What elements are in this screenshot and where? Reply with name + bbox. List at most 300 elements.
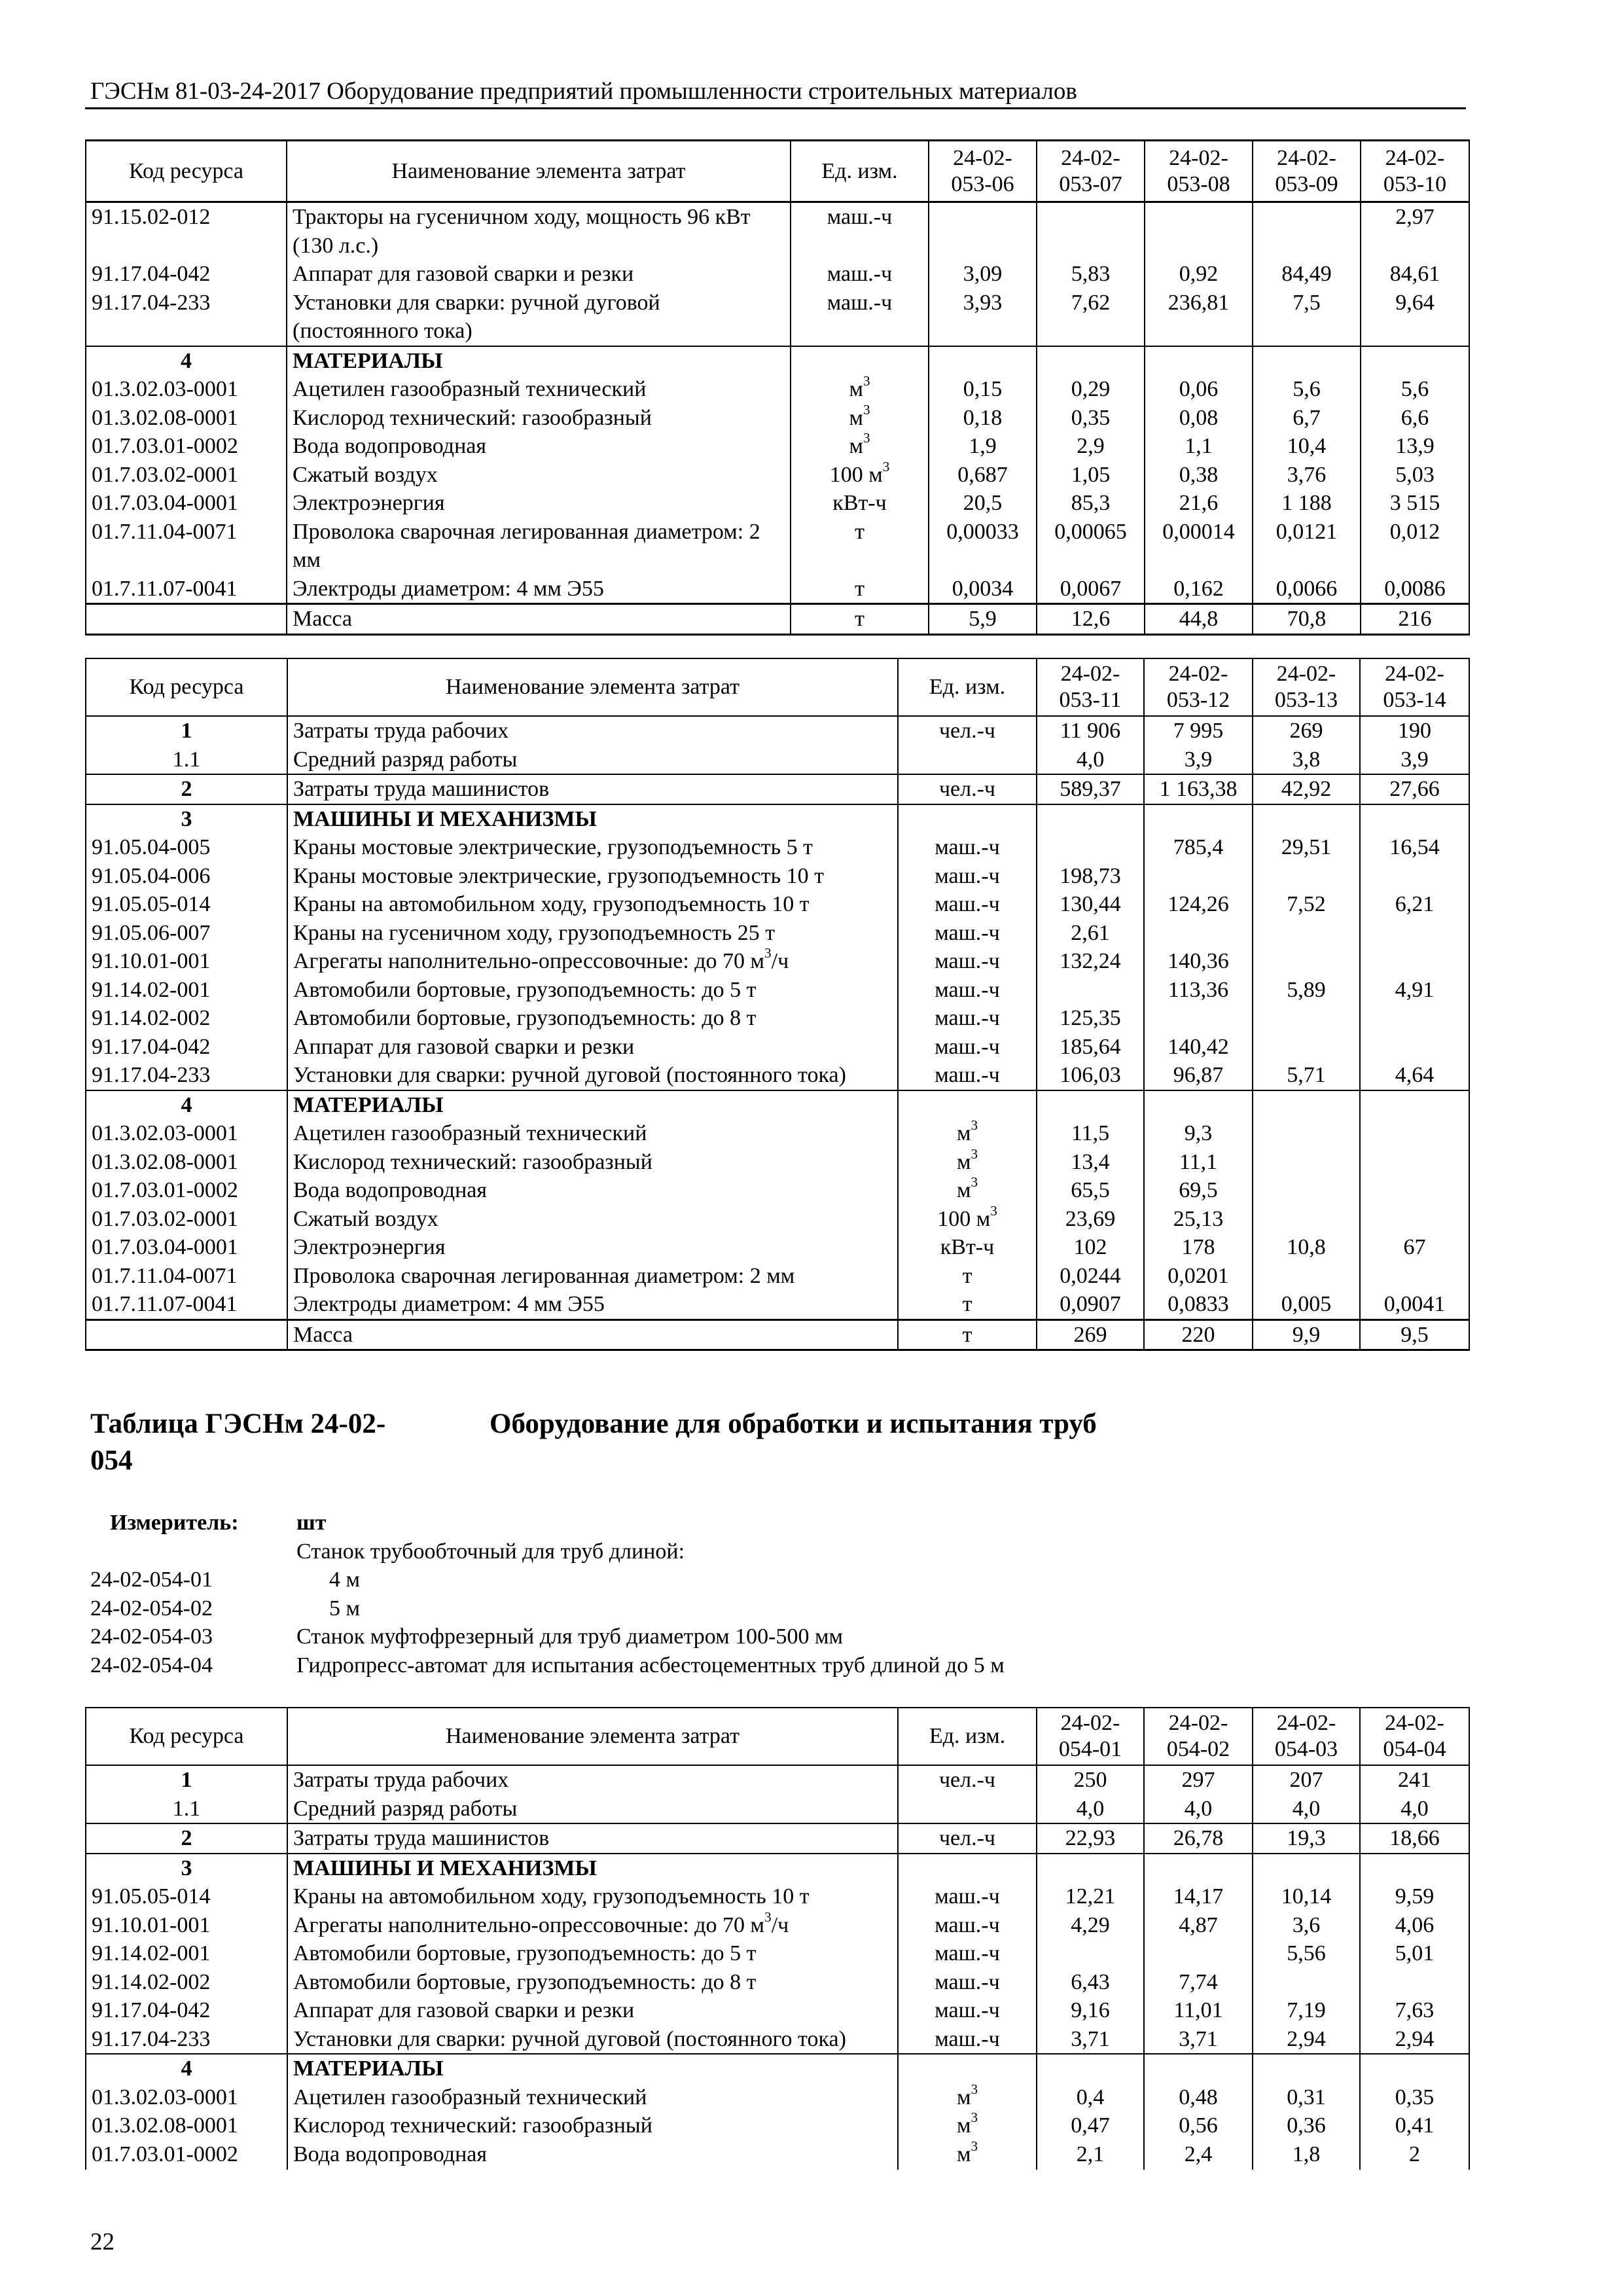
meter-value: шт [296,1511,327,1535]
machines-section-header [86,1854,1469,1883]
column-header-name: Наименование элемента затрат [287,658,898,716]
norm-value: 0,00065 [1037,518,1145,575]
unit: $м^3$ [791,375,929,404]
resource-name: Ацетилен газообразный технический [287,375,791,404]
resource-code: 91.14.02-002 [86,1004,287,1033]
mass-row-group [86,604,1469,635]
unit: $м^3$ [791,404,929,433]
norm-value: 0,47 [1037,2111,1144,2140]
norm-value: 0,012 [1361,518,1469,575]
table-row [86,461,1469,490]
resource-code: 91.14.02-001 [86,1939,287,1968]
table-row [86,1262,1469,1291]
norm-value: 0,0041 [1360,1290,1469,1319]
norm-value: 23,69 [1037,1205,1144,1234]
machines-rows [86,1882,1469,2054]
resource-name: Агрегаты наполнительно-опрессовочные: до 70 $м^3/ч$ [287,947,898,976]
norm-value: 0,0244 [1037,1262,1144,1291]
norm-value: 0,005 [1253,1290,1360,1319]
table-title [90,1406,1268,1479]
norm-value [1037,1939,1144,1968]
resource-code: 01.7.03.04-0001 [86,1233,287,1262]
resource-code: 01.7.11.04-0071 [86,518,287,575]
table-row [86,976,1469,1005]
norm-value: 65,5 [1037,1176,1144,1205]
table-row [86,2083,1469,2112]
unit: 100 $м^3$ [791,461,929,490]
resource-code: 91.10.01-001 [86,947,287,976]
norm-value: 21,6 [1145,489,1253,518]
norm-value: 2,4 [1144,2140,1253,2170]
materials-rows [86,375,1469,604]
materials-rows [86,1119,1469,1319]
norm-value: 9,3 [1144,1119,1253,1148]
norm-value: 6,7 [1253,404,1361,433]
unit [898,745,1037,775]
norm-code: 24-02-054-04 [90,1653,213,1677]
norm-value: 4,0 [1144,1795,1253,1824]
table-row [86,404,1469,433]
table-row [86,716,1469,745]
norm-value [1037,976,1144,1005]
table-row: 2 Затраты труда машинистов чел.-ч 22,93 26,78 19,3 18,66 [86,1823,1469,1854]
resource-code: 01.3.02.08-0001 [86,404,287,433]
norm-value: 12,21 [1037,1882,1144,1911]
section-header-row: 4 МАТЕРИАЛЫ [86,346,1469,376]
column-header-norm: 24-02- 053-09 [1253,141,1361,202]
norm-value [1360,1262,1469,1291]
unit: маш.-ч [898,2025,1037,2054]
unit: т [898,1262,1037,1291]
norm-value [1253,1033,1360,1062]
table-row [86,1795,1469,1824]
unit [898,1795,1037,1824]
norm-value: 178 [1144,1233,1253,1262]
column-header-norm: 24-02- 053-13 [1253,658,1360,716]
table-row [86,833,1469,862]
norm-value: 0,29 [1037,375,1145,404]
operators-section [86,1823,1469,1854]
group-label: Станок трубообточный для труб длиной: [296,1539,685,1564]
norm-value: 1,9 [929,432,1037,461]
norm-value: 106,03 [1037,1061,1144,1090]
resource-name: Затраты труда рабочих [287,1765,898,1795]
norm-value [1360,1119,1469,1148]
norm-value: 0,08 [1145,404,1253,433]
norm-value: 0,0086 [1361,575,1469,604]
table-row [86,1996,1469,2025]
norm-value: 3,71 [1144,2025,1253,2054]
norm-value: 5,71 [1253,1061,1360,1090]
norm-value: 96,87 [1144,1061,1253,1090]
norm-value: 140,42 [1144,1033,1253,1062]
table-row [86,2140,1469,2170]
table-row: 91.15.02-012 Тракторы на гусеничном ходу, мощность 96 кВт (130 л.с.) маш.-ч 2,97 [86,202,1469,260]
norm-value [1360,1968,1469,1997]
resource-name: Автомобили бортовые, грузоподъемность: до 5 т [287,976,898,1005]
section-header-row: 4 МАТЕРИАЛЫ [86,2054,1469,2083]
norm-value: 20,5 [929,489,1037,518]
resource-code: 91.14.02-001 [86,976,287,1005]
norm-code: 24-02-054-03 [90,1624,213,1649]
norm-value: 0,687 [929,461,1037,490]
norm-value: 0,00033 [929,518,1037,575]
resource-name: Вода водопроводная [287,432,791,461]
norm-value: 14,17 [1144,1882,1253,1911]
norm-value: 3,9 [1360,745,1469,775]
norm-value: 11,1 [1144,1148,1253,1177]
column-header-norm: 24-02- 053-12 [1144,658,1253,716]
resource-name: Кислород технический: газообразный [287,2111,898,2140]
resource-code: 01.7.11.04-0071 [86,1262,287,1291]
unit: $м^3$ [898,2083,1037,2112]
unit: маш.-ч [898,890,1037,919]
norm-value: 3,8 [1253,745,1360,775]
norm-value: 0,35 [1360,2083,1469,2112]
norm-value: 16,54 [1360,833,1469,862]
unit: маш.-ч [898,1939,1037,1968]
norm-value: 0,0121 [1253,518,1361,575]
resource-name: Ацетилен газообразный технический [287,1119,898,1148]
resource-code: 91.05.06-007 [86,919,287,948]
norm-value: 0,18 [929,404,1037,433]
norm-value: 11,01 [1144,1996,1253,2025]
norm-value: 2,61 [1037,919,1144,948]
resource-code: 01.7.03.01-0002 [86,2140,287,2170]
resource-name: Кислород технический: газообразный [287,1148,898,1177]
table-row: 2 Затраты труда машинистов чел.-ч 589,37 1 163,38 42,92 27,66 [86,774,1469,804]
norm-value [1037,833,1144,862]
table-row [86,1119,1469,1148]
norm-value: 1,8 [1253,2140,1360,2170]
norm-value: 3,76 [1253,461,1361,490]
resource-code: 91.17.04-233 [86,2025,287,2054]
unit: т [898,1290,1037,1319]
norm-description: Гидропресс-автомат для испытания асбестоцементных труб длиной до 5 м [296,1653,1005,1677]
column-header-unit: Ед. изм. [898,1708,1037,1765]
table-row [86,919,1469,948]
section-header-row: 3 МАШИНЫ И МЕХАНИЗМЫ [86,804,1469,834]
norm-value: 1 188 [1253,489,1361,518]
unit: чел.-ч [898,716,1037,745]
resource-code: 01.3.02.08-0001 [86,2111,287,2140]
section-header-row: 4 МАТЕРИАЛЫ [86,1090,1469,1120]
labor-section [86,716,1469,774]
norm-value: 4,91 [1360,976,1469,1005]
column-header-code: Код ресурса [86,658,287,716]
table-row [86,745,1469,775]
resource-code: 91.17.04-233 [86,1061,287,1090]
resource-name: Кислород технический: газообразный [287,404,791,433]
norm-value: 0,0034 [929,575,1037,604]
column-header-code: Код ресурса [86,141,287,202]
unit: маш.-ч [898,1911,1037,1940]
column-header-norm: 24-02- 053-11 [1037,658,1144,716]
table-row [86,1939,1469,1968]
unit: маш.-ч [898,1033,1037,1062]
unit: маш.-ч [898,1882,1037,1911]
norm-value: 4,0 [1253,1795,1360,1824]
norm-value: 5,01 [1360,1939,1469,1968]
machines-section-header [86,804,1469,834]
norm-value: 6,21 [1360,890,1469,919]
norm-value: 69,5 [1144,1176,1253,1205]
norm-value: 0,00014 [1145,518,1253,575]
resource-name: Краны на гусеничном ходу, грузоподъемность 25 т [287,919,898,948]
table-row [86,1882,1469,1911]
norm-value: 2,94 [1360,2025,1469,2054]
unit: т [791,518,929,575]
norm-value: 250 [1037,1765,1144,1795]
resource-code: 01.7.03.02-0001 [86,461,287,490]
resource-name: Вода водопроводная [287,2140,898,2170]
column-header-name: Наименование элемента затрат [287,141,791,202]
header-divider [85,107,1466,109]
resource-code: 91.05.05-014 [86,890,287,919]
resource-name: Автомобили бортовые, грузоподъемность: до 8 т [287,1004,898,1033]
column-header-norm: 24-02- 053-06 [929,141,1037,202]
norm-value [1360,1004,1469,1033]
table-row [86,1233,1469,1262]
resource-code: 1.1 [86,1795,287,1824]
unit: $м^3$ [791,432,929,461]
resource-code: 01.3.02.03-0001 [86,375,287,404]
norm-value: 5,56 [1253,1939,1360,1968]
materials-section-header [86,1090,1469,1120]
column-header-norm: 24-02- 053-10 [1361,141,1469,202]
resource-code: 01.7.03.01-0002 [86,432,287,461]
machines-continued-section [86,202,1469,346]
resource-code: 91.17.04-042 [86,1033,287,1062]
norm-value [1360,862,1469,891]
unit: маш.-ч [898,919,1037,948]
norm-value: 0,15 [929,375,1037,404]
norm-value: 1,1 [1145,432,1253,461]
column-header-norm: 24-02- 054-03 [1253,1708,1360,1765]
resource-name: Краны на автомобильном ходу, грузоподъемность 10 т [287,890,898,919]
column-header-code: Код ресурса [86,1708,287,1765]
norm-value: 3 515 [1361,489,1469,518]
unit: маш.-ч [898,1061,1037,1090]
unit: маш.-ч [898,1968,1037,1997]
labor-section [86,1765,1469,1823]
resource-name: Сжатый воздух [287,1205,898,1234]
resource-code: 01.3.02.03-0001 [86,2083,287,2112]
unit: маш.-ч [898,976,1037,1005]
resource-code: 01.3.02.03-0001 [86,1119,287,1148]
norm-description: Станок муфтофрезерный для труб диаметром 100-500 мм [296,1624,843,1649]
table-row: 91.17.04-042 Аппарат для газовой сварки и резки маш.-ч 3,09 5,83 0,92 84,49 84,61 [86,260,1469,289]
resource-code: 01.7.03.04-0001 [86,489,287,518]
table-row [86,2111,1469,2140]
unit: $м^3$ [898,1119,1037,1148]
table-row [86,2025,1469,2054]
norm-value: 13,9 [1361,432,1469,461]
norm-value [1360,919,1469,948]
resource-name: Установки для сварки: ручной дуговой (постоянного тока) [287,2025,898,2054]
materials-section [86,346,1469,376]
norm-description: 4 м [329,1568,361,1592]
column-header-norm: 24-02- 053-14 [1360,658,1469,716]
norm-value: 198,73 [1037,862,1144,891]
norm-value: 190 [1360,716,1469,745]
norm-value: 241 [1360,1765,1469,1795]
norm-value: 0,0066 [1253,575,1361,604]
norm-value: 7,19 [1253,1996,1360,2025]
norm-value [1144,1939,1253,1968]
norm-value: 1,05 [1037,461,1145,490]
resource-table-053-11-14 [85,658,1470,1351]
norm-code: 24-02-054-01 [90,1568,213,1592]
norm-value: 4,64 [1360,1061,1469,1090]
column-header-unit: Ед. изм. [791,141,929,202]
norm-value: 25,13 [1144,1205,1253,1234]
norm-value: 11 906 [1037,716,1144,745]
table-row [86,1290,1469,1319]
resource-name: Проволока сварочная легированная диаметром: 2 мм [287,1262,898,1291]
table-number: Таблица ГЭСНм 24-02- 054 [90,1408,386,1476]
mass-row: Масса т 5,9 12,6 44,8 70,8 216 [86,604,1469,635]
resource-name: Автомобили бортовые, грузоподъемность: до 5 т [287,1939,898,1968]
norm-value: 9,16 [1037,1996,1144,2025]
norm-value: 4,29 [1037,1911,1144,1940]
resource-name: Электроды диаметром: 4 мм Э55 [287,1290,898,1319]
resource-code: 01.7.11.07-0041 [86,1290,287,1319]
unit: 100 $м^3$ [898,1205,1037,1234]
machines-rows [86,833,1469,1090]
norm-value: 0,36 [1253,2111,1360,2140]
unit: $м^3$ [898,1148,1037,1177]
norm-value: 0,38 [1145,461,1253,490]
norm-value: 7,74 [1144,1968,1253,1997]
norm-value: 4,0 [1360,1795,1469,1824]
norm-value [1253,1262,1360,1291]
column-header-norm: 24-02- 053-08 [1145,141,1253,202]
table-row [86,890,1469,919]
norm-value [1253,862,1360,891]
resource-code: 91.14.02-002 [86,1968,287,1997]
resource-name: Электроды диаметром: 4 мм Э55 [287,575,791,604]
norm-value: 4,87 [1144,1911,1253,1940]
table-row [86,1765,1469,1795]
unit: кВт-ч [791,489,929,518]
norm-value: 2,94 [1253,2025,1360,2054]
resource-code: 1 [86,716,287,745]
norm-value: 0,162 [1145,575,1253,604]
column-header-norm: 24-02- 053-07 [1037,141,1145,202]
table-row [86,1968,1469,1997]
resource-table-054 [85,1707,1470,2170]
norm-value [1253,1176,1360,1205]
norm-value [1144,919,1253,948]
unit: $м^3$ [898,1176,1037,1205]
norm-value: 3,6 [1253,1911,1360,1940]
norm-value: 3,71 [1037,2025,1144,2054]
norm-value: 0,48 [1144,2083,1253,2112]
page-number: 22 [90,2229,115,2255]
norm-value [1360,1033,1469,1062]
table-row: 91.17.04-233 Установки для сварки: ручной дуговой (постоянного тока) маш.-ч 3,93 7,62 236,81 7,5 9,64 [86,289,1469,346]
resource-code: 01.7.11.07-0041 [86,575,287,604]
norm-value [1253,1205,1360,1234]
norm-value: 0,56 [1144,2111,1253,2140]
unit: $м^3$ [898,2140,1037,2170]
column-header-norm: 24-02- 054-02 [1144,1708,1253,1765]
norm-value: 11,5 [1037,1119,1144,1148]
norm-value: 0,4 [1037,2083,1144,2112]
resource-name: Краны мостовые электрические, грузоподъемность 10 т [287,862,898,891]
norm-value: 132,24 [1037,947,1144,976]
materials-section-header [86,2054,1469,2083]
norm-value: 5,6 [1253,375,1361,404]
resource-code: 91.17.04-042 [86,1996,287,2025]
norm-value: 29,51 [1253,833,1360,862]
resource-name: Электроэнергия [287,1233,898,1262]
norm-value: 113,36 [1144,976,1253,1005]
resource-name: Сжатый воздух [287,461,791,490]
unit: маш.-ч [898,1004,1037,1033]
norm-value [1253,1004,1360,1033]
resource-name: Средний разряд работы [287,745,898,775]
unit: маш.-ч [898,1996,1037,2025]
norm-value: 185,64 [1037,1033,1144,1062]
table-row [86,947,1469,976]
resource-name: Затраты труда рабочих [287,716,898,745]
norm-value: 9,59 [1360,1882,1469,1911]
norm-value: 0,35 [1037,404,1145,433]
norm-value: 140,36 [1144,947,1253,976]
resource-name: Аппарат для газовой сварки и резки [287,1033,898,1062]
norm-value: 5,03 [1361,461,1469,490]
norm-value [1360,947,1469,976]
table-row [86,1176,1469,1205]
unit: маш.-ч [898,947,1037,976]
norm-value: 5,6 [1361,375,1469,404]
norm-value: 785,4 [1144,833,1253,862]
resource-code: 01.7.03.02-0001 [86,1205,287,1234]
meter-label: Измеритель: [110,1511,239,1535]
norm-value: 3,9 [1144,745,1253,775]
norm-value: 2,1 [1037,2140,1144,2170]
resource-code: 01.7.03.01-0002 [86,1176,287,1205]
column-header-norm: 24-02- 054-01 [1037,1708,1144,1765]
resource-name: Проволока сварочная легированная диаметром: 2 мм [287,518,791,575]
table-row [86,1061,1469,1090]
unit: $м^3$ [898,2111,1037,2140]
norm-value: 10,14 [1253,1882,1360,1911]
norm-value: 207 [1253,1765,1360,1795]
norm-value: 7,63 [1360,1996,1469,2025]
norm-value: 297 [1144,1765,1253,1795]
norm-value: 6,6 [1361,404,1469,433]
resource-code: 91.05.05-014 [86,1882,287,1911]
resource-name: Краны на автомобильном ходу, грузоподъемность 10 т [287,1882,898,1911]
norm-value: 4,06 [1360,1911,1469,1940]
norm-value: 0,0907 [1037,1290,1144,1319]
norm-value [1253,947,1360,976]
mass-row: Масса т 269 220 9,9 9,5 [86,1319,1469,1350]
resource-name: Электроэнергия [287,489,791,518]
running-header: ГЭСНм 81-03-24-2017 Оборудование предприятий промышленности строительных материалов [90,78,1077,105]
resource-table-053-06-10 [85,139,1470,636]
norm-value: 0,0833 [1144,1290,1253,1319]
norm-value: 0,0067 [1037,575,1145,604]
norm-value: 4,0 [1037,745,1144,775]
unit: чел.-ч [898,1765,1037,1795]
table-row [86,1205,1469,1234]
column-header-norm: 24-02- 054-04 [1360,1708,1469,1765]
norm-code: 24-02-054-02 [90,1596,213,1621]
